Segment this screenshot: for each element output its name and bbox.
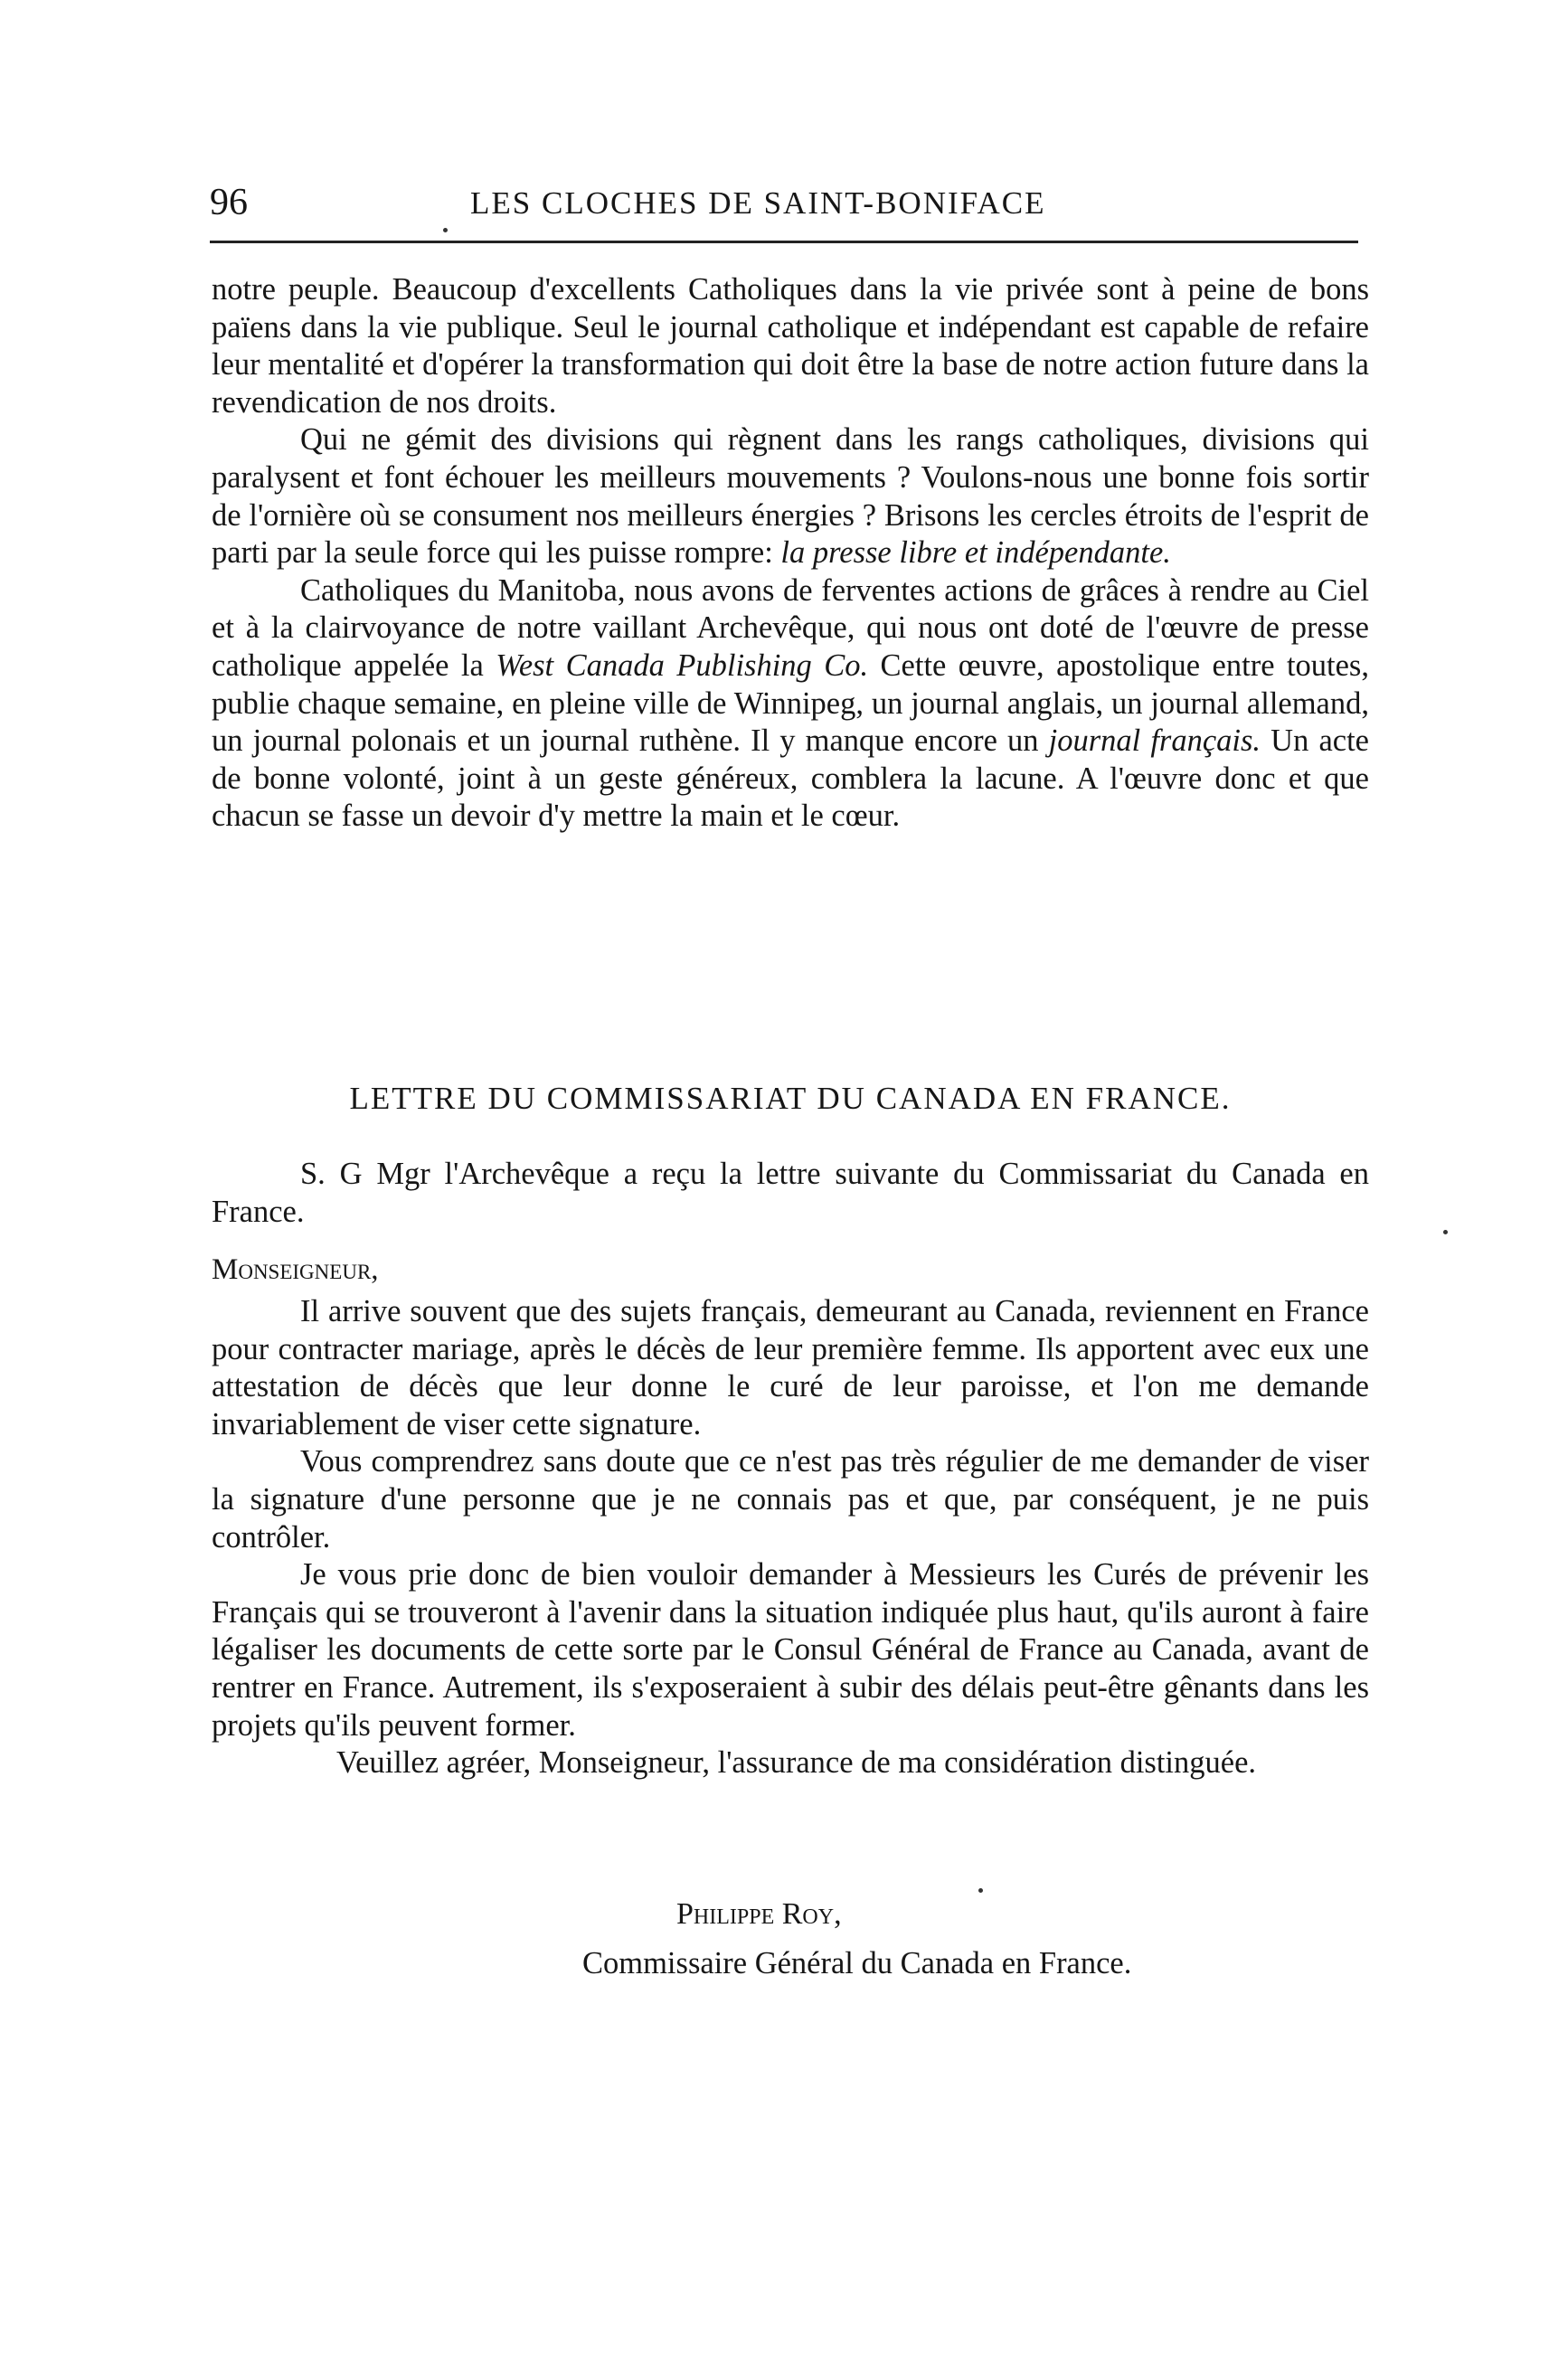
letter-intro: S. G Mgr l'Archevêque a reçu la lettre suivante du Commissariat du Canada en France. (212, 1157, 1369, 1229)
signature-title: Commissaire Général du Canada en France. (582, 1946, 1132, 1980)
article-paragraph-3-text-middle: Cette œuvre, apostolique entre toutes, publie chaque semaine, en pleine ville de Winnipeg, un journal anglais, un journal allemand, un journal polonais et un journal ruthène. Il y manque encore un (212, 647, 1369, 759)
letter-paragraph-2: Vous comprendrez sans doute que ce n'est pas très régulier de me demander de viser la signature d'une personne que je ne connais pas et que, par conséquent, je ne puis contrôler. (212, 1444, 1369, 1555)
article-paragraph-2-emphasis: la presse libre et indépendante. (780, 535, 1171, 571)
header-rule (210, 241, 1358, 243)
letter-body (212, 1293, 1369, 1782)
letter-paragraph-1: Il arrive souvent que des sujets français, demeurant au Canada, reviennent en France pour contracter mariage, après le décès de leur première femme. Ils apportent avec eux une attestation de décès que leur donne le curé de leur paroisse, et l'on me demande invariablement de viser cette signature. (212, 1294, 1369, 1441)
article-paragraph-3-text-end: Un acte de bonne volonté, joint à un geste généreux, comblera la lacune. A l'œuvre donc et que chacun se fasse un devoir d'y mettre la main et le cœur. (212, 723, 1369, 834)
letter-paragraph-3: Je vous prie donc de bien vouloir demander à Messieurs les Curés de prévenir les Français qui se trouveront à l'avenir dans la situation indiquée plus haut, qu'ils auront à faire légaliser les documents de cette sorte par le Consul Général de France au Canada, avant de rentrer en France. Autrement, ils s'exposeraient à subir des délais peut-être gênants dans les projets qu'ils peuvent former. (212, 1557, 1369, 1743)
article-paragraph-3-text-start: Catholiques du Manitoba, nous avons de ferventes actions de grâces à rendre au Ciel et à la clairvoyance de notre vaillant Archevêque, qui nous ont doté de l'œuvre de presse catholique appelée la (212, 572, 1369, 683)
article-paragraph-1: notre peuple. Beaucoup d'excellents Catholiques dans la vie privée sont à peine de bons païens dans la vie publique. Seul le journal catholique et indépendant est capable de refaire leur mentalité et d'opérer la transformation qui doit être la base de notre action future dans la revendication de nos droits. (212, 272, 1369, 420)
article-paragraph-3-company-name: West Canada Publishing Co. (496, 647, 869, 683)
article-paragraph-2 (212, 421, 1369, 572)
page-number: 96 (210, 182, 248, 223)
letter-salutation: Monseigneur, (212, 1253, 379, 1286)
page-header (210, 179, 1358, 233)
letter-title: LETTRE DU COMMISSARIAT DU CANADA EN FRANCE. (349, 1081, 1232, 1116)
article-paragraph-2-text: Qui ne gémit des divisions qui règnent dans les rangs catholiques, divisions qui paralysent et font échouer les meilleurs mouvements ? Voulons-nous une bonne fois sortir de l'ornière où se consument nos meilleurs énergies ? Brisons les cercles étroits de l'esprit de parti par la seule force qui les puisse rompre: (212, 422, 1369, 571)
print-speck (978, 1888, 983, 1893)
running-head: LES CLOCHES DE SAINT-BONIFACE (470, 185, 1046, 221)
letter-intro-block (212, 1156, 1369, 1231)
letter-closing: Veuillez agréer, Monseigneur, l'assurance de ma considération distinguée. (336, 1745, 1257, 1781)
signature-name: Philippe Roy, (676, 1897, 842, 1931)
print-speck (443, 228, 448, 232)
article-paragraph-3-emphasis: journal français. (1048, 723, 1261, 759)
article-body (212, 271, 1369, 836)
article-paragraph-3 (212, 572, 1369, 836)
print-speck (1443, 1230, 1448, 1234)
